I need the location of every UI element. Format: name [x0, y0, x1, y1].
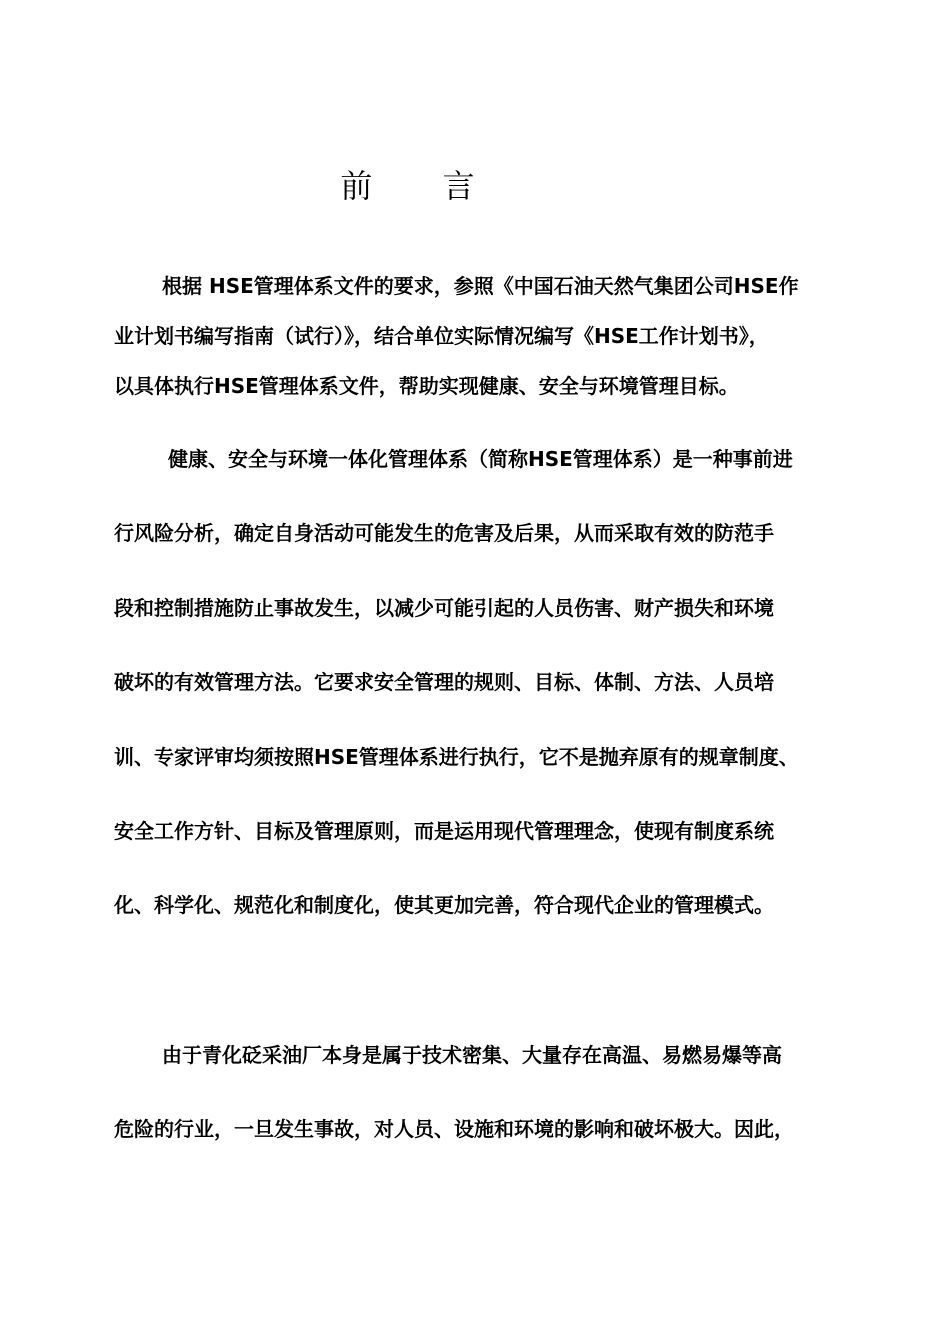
paragraph-1-line-3: 以具体执行HSE管理体系文件，帮助实现健康、安全与环境管理目标。 — [114, 374, 739, 398]
paragraph-3-line-1: 由于青化砭采油厂本身是属于技术密集、大量存在高温、易燃易爆等高 — [162, 1043, 782, 1067]
paragraph-2-line-4: 破坏的有效管理方法。它要求安全管理的规则、目标、体制、方法、人员培 — [114, 670, 774, 694]
paragraph-2-line-6: 安全工作方针、目标及管理原则，而是运用现代管理理念，使现有制度系统 — [114, 819, 774, 843]
paragraph-2-line-7: 化、科学化、规范化和制度化，使其更加完善，符合现代企业的管理模式。 — [114, 893, 774, 917]
paragraph-2-line-5: 训、专家评审均须按照HSE管理体系进行执行，它不是抛弃原有的规章制度、 — [114, 745, 799, 769]
paragraph-2-line-2: 行风险分析，确定自身活动可能发生的危害及后果，从而采取有效的防范手 — [114, 521, 774, 545]
page-title: 前 言 — [340, 167, 505, 205]
paragraph-2-line-1: 健康、安全与环境一体化管理体系（简称HSE管理体系）是一种事前进 — [168, 447, 793, 471]
paragraph-1-line-1: 根据 HSE管理体系文件的要求，参照《中国石油天然气集团公司HSE作 — [162, 274, 799, 298]
paragraph-1-line-2: 业计划书编写指南（试行）》，结合单位实际情况编写《HSE工作计划书》， — [114, 324, 769, 348]
paragraph-2-line-3: 段和控制措施防止事故发生，以减少可能引起的人员伤害、财产损失和环境 — [114, 596, 774, 620]
paragraph-3-line-2: 危险的行业，一旦发生事故，对人员、设施和环境的影响和破坏极大。因此， — [114, 1117, 794, 1141]
